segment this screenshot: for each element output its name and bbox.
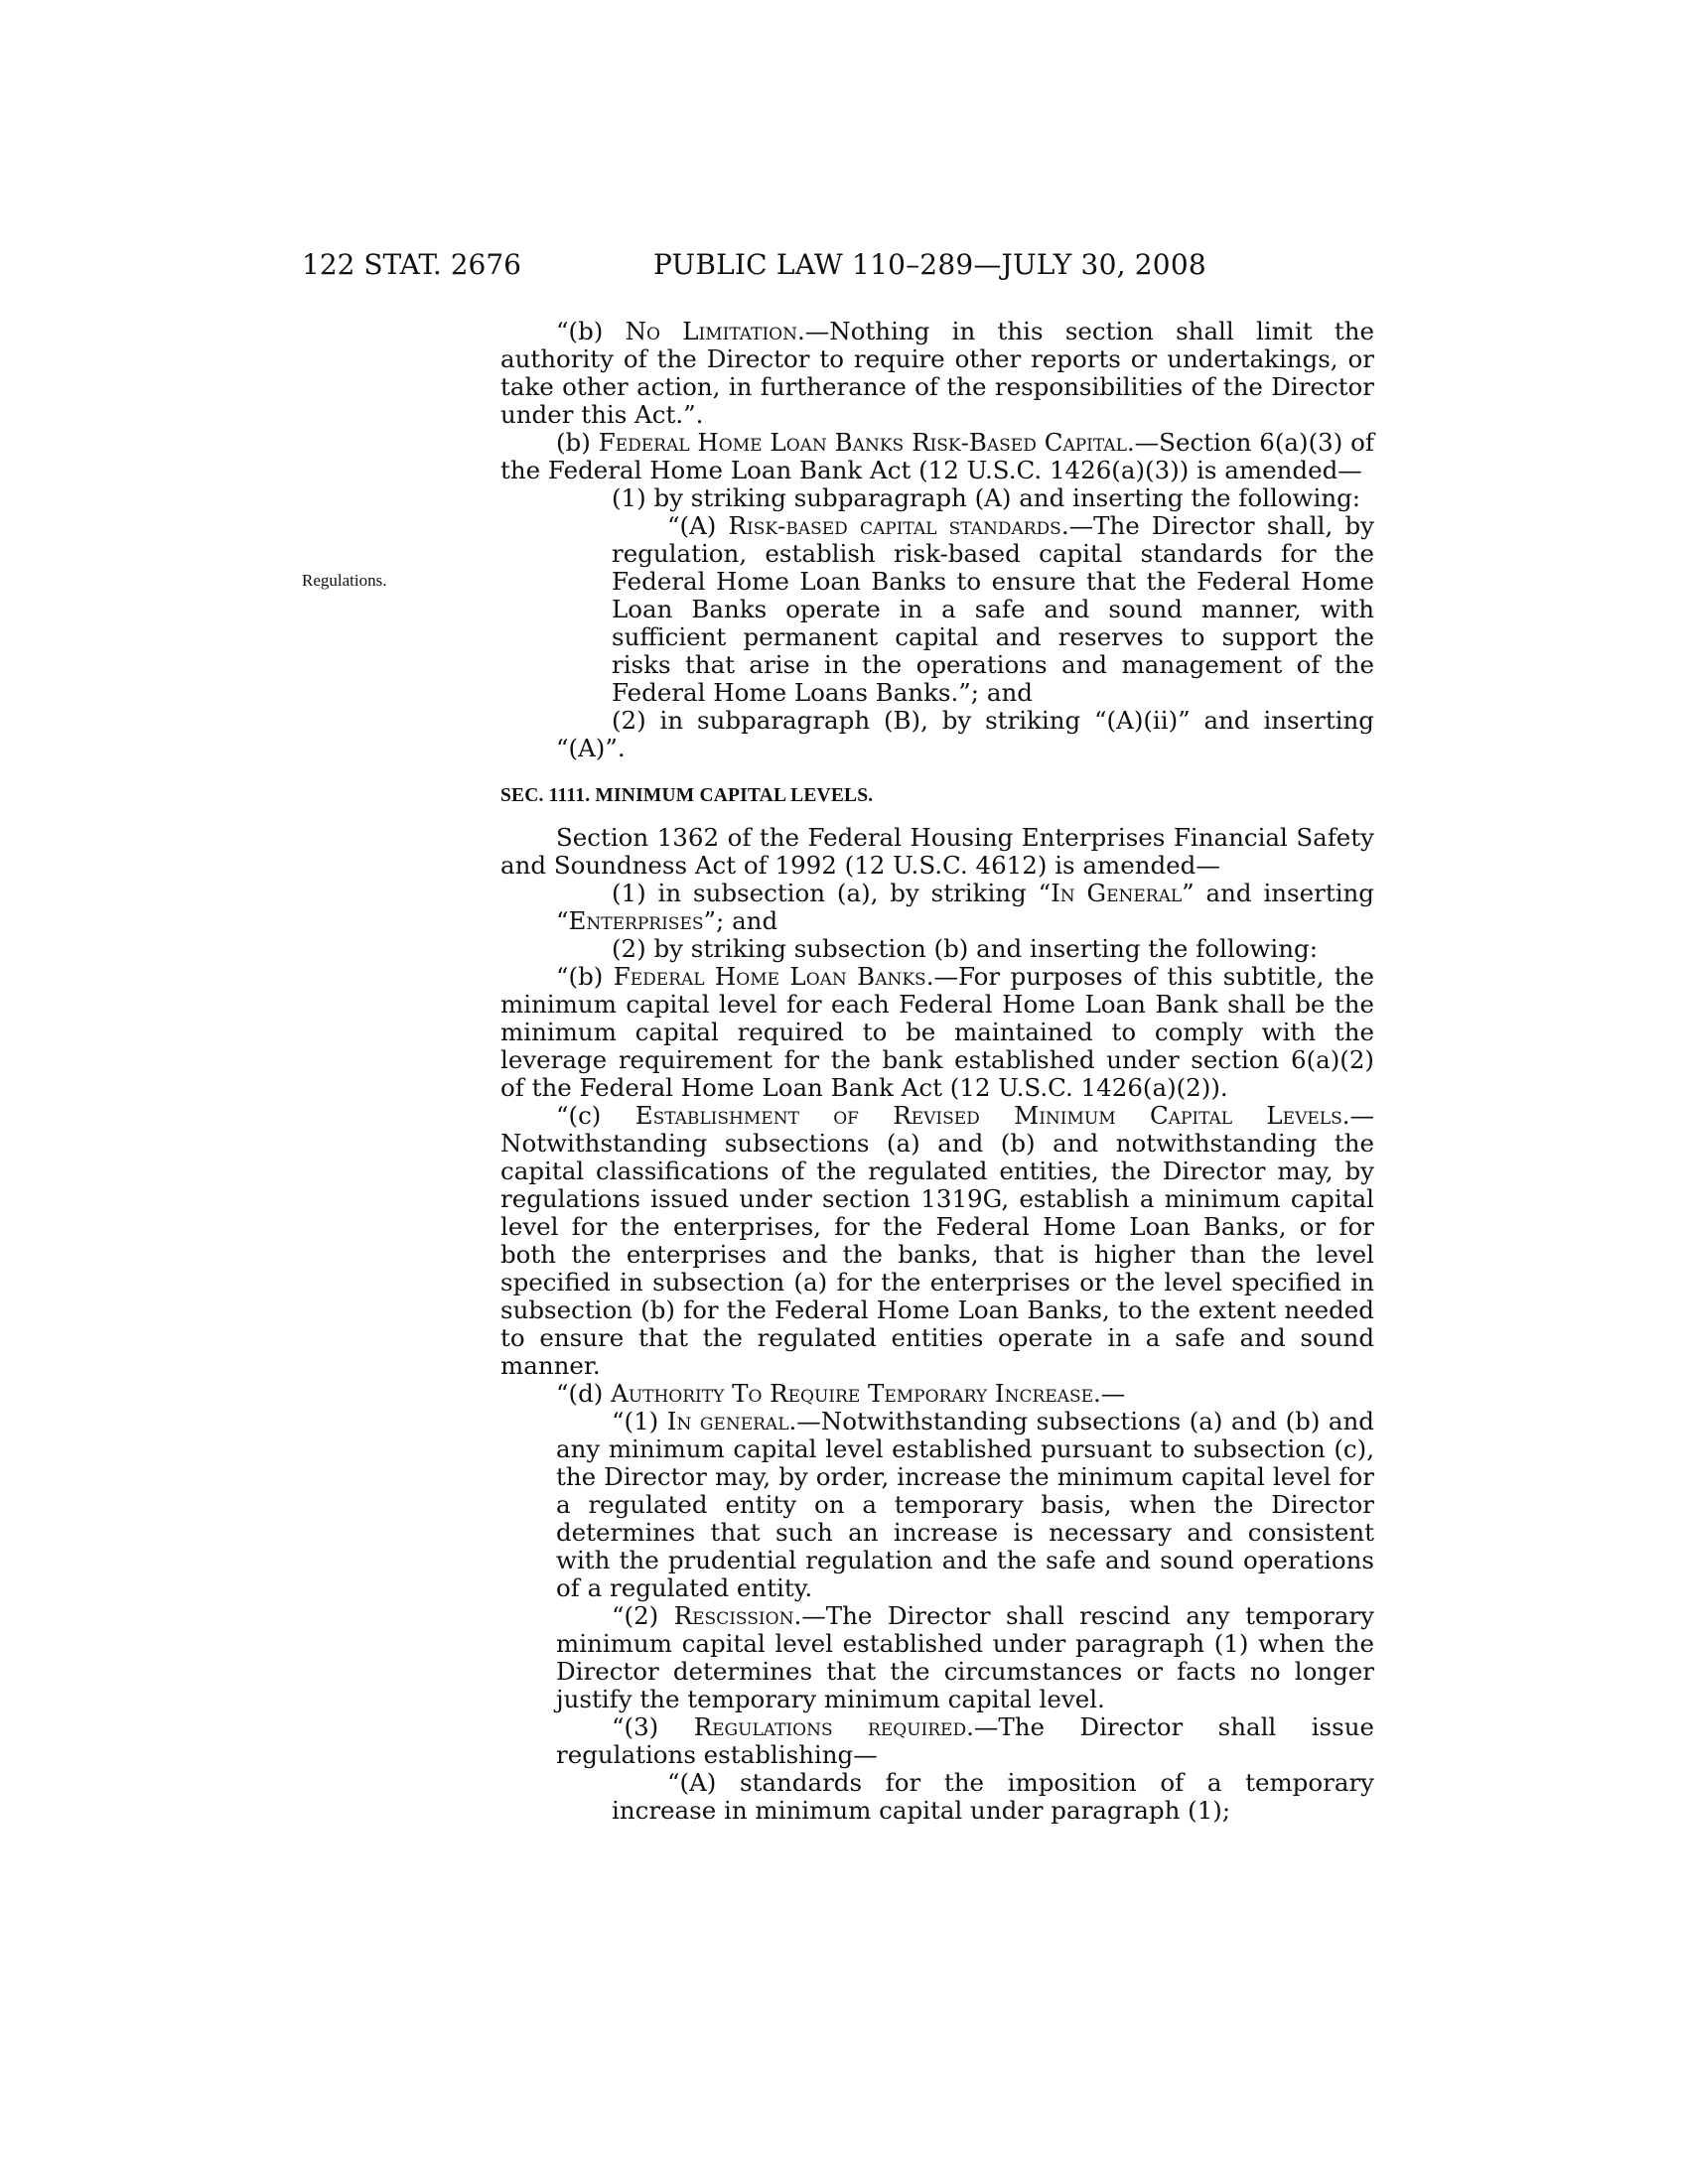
paragraph-heading: In general	[666, 1407, 789, 1435]
paragraph-heading: Regulations required	[693, 1712, 967, 1741]
marginal-note: Regulations.	[302, 571, 387, 590]
subparagraph-a-risk-based-capital	[500, 512, 1374, 707]
paragraph-lead: “(d)	[556, 1379, 612, 1408]
paragraph-heading: Establishment of Revised Minimum Capital Levels	[634, 1101, 1342, 1130]
paragraph-d1-in-general	[500, 1408, 1374, 1602]
statute-page-reference: 122 STAT. 2676	[302, 248, 521, 281]
public-law-title: PUBLIC LAW 110–289—JULY 30, 2008	[653, 248, 1206, 281]
item-term: Enterprises	[568, 906, 704, 935]
section-heading: SEC. 1111. MINIMUM CAPITAL LEVELS.	[500, 785, 874, 806]
paragraph-lead: “(b)	[556, 962, 614, 991]
paragraph-heading: Federal Home Loan Banks	[613, 962, 926, 991]
paragraph-text: .—The Director shall rescind any temporary minimum capital level established under paragraph (1) when the Director determines that the circumstances or facts no longer justify the temporary minimum capital level.	[556, 1601, 1374, 1713]
paragraph-text: .—	[1093, 1379, 1126, 1408]
section-item-1	[500, 880, 1374, 935]
paragraph-text: .—Nothing in this section shall limit the authority of the Director to require other reports or undertakings, or take other action, in furtherance of the responsibilities of the Director under this Act.”.	[500, 317, 1374, 429]
paragraph-no-limitation	[500, 318, 1374, 429]
paragraph-text: .—Notwithstanding subsections (a) and (b) and notwithstanding the capital classifications of the regulated entities, the Director may, by regulations issued under section 1319G, establish a minimum capital level for the enterprises, for the Federal Home Loan Banks, or for both the enterprises and the banks, that is higher than the level specified in subsection (a) for the enterprises or the level specified in subsection (b) for the Federal Home Loan Banks, to the extent needed to ensure that the regulated entities operate in a safe and sound manner.	[500, 1101, 1375, 1380]
paragraph-text: .—For purposes of this subtitle, the minimum capital level for each Federal Home Loan Bank shall be the minimum capital required to be maintained to comply with the leverage requirement for the bank established under section 6(a)(2) of the Federal Home Loan Bank Act (12 U.S.C. 1426(a)(2)).	[500, 962, 1374, 1102]
paragraph-lead: “(c)	[556, 1101, 635, 1130]
paragraph-lead: “(2)	[612, 1601, 674, 1630]
paragraph-text: .—Notwithstanding subsections (a) and (b) and any minimum capital level established pursuant to subsection (c), the Director may, by order, increase the minimum capital level for a regulated entity on a temporary basis, when the Director determines that such an increase is necessary and consistent with the prudential regulation and the safe and sound operations of a regulated entity.	[556, 1407, 1374, 1602]
paragraph-heading: Federal Home Loan Banks Risk-Based Capital	[598, 428, 1127, 457]
subsection-b-fhlb	[500, 963, 1374, 1102]
paragraph-d2-rescission	[500, 1602, 1374, 1713]
body-text	[500, 318, 1374, 1825]
paragraph-lead: (b)	[556, 428, 599, 457]
paragraph-lead: “(3)	[612, 1712, 694, 1741]
paragraph-lead: “(1)	[612, 1407, 667, 1435]
paragraph-heading: Rescission	[673, 1601, 794, 1630]
subsection-d-authority	[500, 1380, 1374, 1408]
section-intro: Section 1362 of the Federal Housing Enterprises Financial Safety and Soundness Act of 1992 (12 U.S.C. 4612) is amended—	[500, 823, 1374, 880]
page-header	[302, 248, 1374, 288]
paragraph-fhlb-risk-based-capital	[500, 429, 1374, 484]
paragraph-heading: Risk-based capital standards	[728, 511, 1061, 540]
paragraph-heading: Authority To Require Temporary Increase	[611, 1379, 1094, 1408]
item-text: ” and inserting “	[556, 879, 1374, 935]
paragraph-lead: “(A)	[667, 511, 729, 540]
paragraph-d3-regulations-required	[500, 1713, 1374, 1769]
subsection-c-revised-levels	[500, 1102, 1374, 1380]
item-text: ”; and	[703, 906, 778, 935]
paragraph-text: .—The Director shall issue regulations establishing—	[556, 1712, 1374, 1769]
item-term: In General	[1051, 879, 1183, 907]
item-2: (2) in subparagraph (B), by striking “(A)(ii)” and inserting “(A)”.	[556, 706, 1374, 762]
paragraph-lead: “(b)	[556, 317, 626, 345]
paragraph-text: .—Section 6(a)(3) of the Federal Home Loan Bank Act (12 U.S.C. 1426(a)(3)) is amended—	[500, 428, 1374, 484]
section-item-2: (2) by striking subsection (b) and inserting the following:	[612, 934, 1318, 963]
paragraph-text: .—The Director shall, by regulation, establish risk-based capital standards for the Federal Home Loan Banks to ensure that the Federal Home Loan Banks operate in a safe and sound manner, with sufficient permanent capital and reserves to support the risks that arise in the operations and management of the Federal Home Loans Banks.”; and	[612, 511, 1375, 707]
item-text: (1) in subsection (a), by striking “	[612, 879, 1052, 907]
paragraph-heading: No Limitation	[625, 317, 797, 345]
subparagraph-d3a: “(A) standards for the imposition of a temporary increase in minimum capital under paragraph (1);	[612, 1768, 1374, 1825]
item-1: (1) by striking subparagraph (A) and inserting the following:	[612, 483, 1361, 512]
